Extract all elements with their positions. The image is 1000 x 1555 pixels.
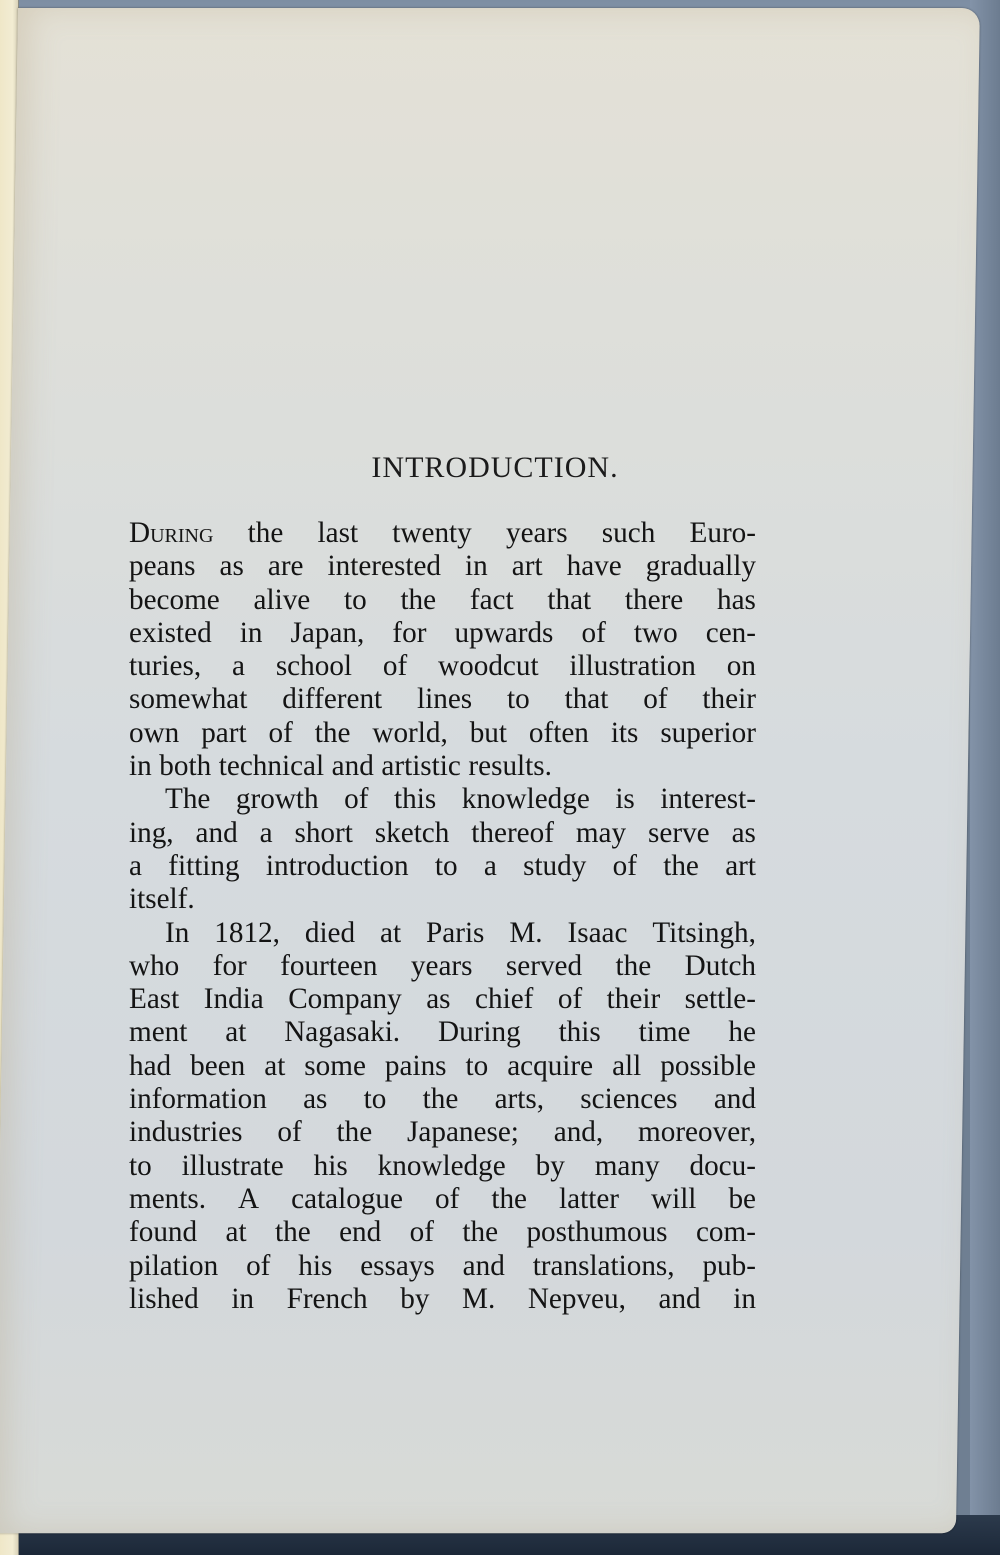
word: fourteen [280, 949, 378, 982]
word: and [195, 816, 238, 849]
word: many [594, 1149, 660, 1182]
text-line [129, 1083, 756, 1116]
text-line [129, 1016, 756, 1049]
word: of [409, 1216, 434, 1249]
word: Company [288, 983, 402, 1016]
word: is [615, 783, 635, 816]
text-line [129, 883, 756, 916]
word: own [129, 716, 180, 749]
word: fitting [168, 849, 240, 882]
word: this [394, 783, 437, 816]
word: industries [129, 1116, 243, 1149]
word: the [422, 1083, 459, 1116]
word: posthumous [526, 1216, 668, 1249]
word: for [392, 616, 427, 649]
word: M. [509, 916, 543, 949]
word: at [225, 1016, 247, 1049]
word: Dutch [684, 949, 756, 982]
word: years [410, 949, 473, 982]
word: upwards [454, 616, 554, 649]
word: art [511, 550, 543, 583]
word: itself. [129, 883, 195, 916]
word: latter [559, 1182, 619, 1215]
word: illustration [569, 650, 696, 683]
word: different [282, 683, 383, 716]
word: interest- [660, 783, 756, 816]
word: In [165, 916, 190, 949]
text-line [129, 850, 756, 883]
word: art [725, 849, 756, 882]
text-line [129, 517, 756, 550]
word: to [465, 1049, 489, 1082]
text-line [129, 683, 756, 716]
word: of [382, 650, 408, 683]
word: this [558, 1016, 601, 1049]
word: by [535, 1149, 565, 1182]
word: and, [553, 1116, 604, 1149]
word: time [638, 1016, 691, 1049]
word: there [624, 583, 684, 616]
word: two [633, 616, 678, 649]
chapter-heading [0, 451, 1000, 485]
word: their [606, 983, 661, 1016]
word: pilation [129, 1249, 219, 1282]
text-line [129, 650, 756, 683]
chapter-heading-text: INTRODUCTION. [371, 451, 619, 484]
word: to [344, 583, 367, 616]
word: as [426, 983, 451, 1016]
word: in [733, 1282, 756, 1315]
word: woodcut [438, 650, 539, 683]
word: for [212, 949, 247, 982]
word: chief [475, 983, 534, 1016]
word: end [339, 1216, 382, 1249]
word: to [434, 849, 458, 882]
word: lines [417, 683, 473, 716]
word: possible [660, 1049, 756, 1082]
word: as [219, 550, 244, 583]
word: com- [695, 1216, 756, 1249]
word: essays [360, 1249, 435, 1282]
word: school [275, 650, 353, 683]
word: died [304, 916, 356, 949]
word: cen- [705, 616, 756, 649]
word: years [505, 517, 568, 549]
text-line [129, 550, 756, 583]
word: During [437, 1016, 521, 1049]
word: ment [129, 1016, 188, 1049]
word: will [651, 1182, 697, 1215]
word: a [259, 816, 273, 849]
text-line [129, 1050, 756, 1083]
body-text [129, 517, 756, 1316]
word: of [246, 1249, 271, 1282]
word: docu- [689, 1149, 756, 1182]
word: Nagasaki. [284, 1016, 401, 1049]
word: a [232, 650, 245, 683]
word: 1812, [214, 916, 280, 949]
word: catalogue [291, 1182, 403, 1215]
word: introduction [265, 849, 409, 882]
word: the [663, 849, 699, 882]
text-line [129, 584, 756, 617]
word: technical [218, 750, 325, 783]
word: study [523, 849, 587, 882]
word: its [610, 716, 639, 749]
word: Paris [426, 916, 485, 949]
word: found [129, 1216, 198, 1249]
word: Japan, [290, 616, 365, 649]
word: turies, [129, 650, 202, 683]
text-line [129, 817, 756, 850]
text-line [129, 617, 756, 650]
word: a [129, 849, 142, 882]
word: often [528, 716, 589, 749]
word: of [612, 849, 637, 882]
word: but [469, 716, 507, 749]
word: and [713, 1083, 756, 1116]
word: he [728, 1016, 756, 1049]
word: of [435, 1182, 460, 1215]
word: part [201, 716, 247, 749]
word: all [612, 1049, 642, 1082]
word: of [277, 1116, 302, 1149]
word: the [491, 1182, 528, 1215]
text-line [129, 1250, 756, 1283]
word: Japanese; [407, 1116, 519, 1149]
text-line [129, 717, 756, 750]
word: M. [462, 1282, 496, 1315]
word: of [268, 716, 293, 749]
word: in [231, 1282, 255, 1315]
word: to [507, 683, 530, 716]
word: and [658, 1282, 701, 1315]
word: been [190, 1049, 246, 1082]
text-line [129, 917, 756, 950]
word: a [483, 849, 497, 882]
text-line [129, 750, 756, 783]
word: that [564, 683, 609, 716]
word: short [294, 816, 353, 849]
word: peans [129, 550, 196, 583]
paragraph [129, 917, 756, 1317]
text-line [129, 1116, 756, 1149]
word: may [575, 816, 627, 849]
word: knowledge [377, 1149, 506, 1182]
word: as [731, 816, 756, 849]
word: at [225, 1216, 247, 1249]
paragraph [129, 517, 756, 783]
word: artistic [381, 750, 461, 783]
text-line [129, 983, 756, 1016]
word: served [505, 949, 583, 982]
small-caps-lead-word: During [129, 517, 214, 549]
word: alive [253, 583, 311, 616]
text-line [129, 1283, 756, 1316]
word: his [298, 1249, 333, 1282]
word: the [275, 1216, 311, 1249]
word: at [380, 916, 402, 949]
word: has [717, 583, 756, 616]
word: such [601, 517, 656, 549]
word: at [264, 1049, 286, 1082]
word: the [462, 1216, 499, 1249]
word: results. [468, 750, 552, 783]
word: his [313, 1149, 348, 1182]
word: East [129, 983, 180, 1016]
word: growth [235, 783, 319, 816]
word: existed [129, 616, 212, 649]
word: the [314, 716, 351, 749]
word: of [557, 983, 583, 1016]
paragraph [129, 783, 756, 916]
word: world, [372, 716, 448, 749]
word: both [159, 750, 212, 783]
word: on [726, 650, 756, 683]
word: acquire [507, 1049, 594, 1082]
word: pub- [702, 1249, 756, 1282]
word: settle- [684, 983, 756, 1016]
word: sketch [374, 816, 450, 849]
word: ing, [129, 816, 174, 849]
word: in [239, 616, 263, 649]
word: moreover, [638, 1116, 756, 1149]
word: gradually [645, 550, 756, 583]
word: had [129, 1049, 172, 1082]
word: and [462, 1249, 505, 1282]
text-line [129, 783, 756, 816]
text-line [129, 1150, 756, 1183]
word: and [331, 750, 374, 783]
word: French [286, 1282, 368, 1315]
word: somewhat [129, 683, 248, 716]
word: translations, [532, 1249, 675, 1282]
word: become [129, 583, 220, 616]
word: superior [660, 716, 756, 749]
word: twenty [392, 517, 472, 549]
word: the [400, 583, 437, 616]
text-line [129, 950, 756, 983]
word: have [566, 550, 622, 583]
text-line [129, 1216, 756, 1249]
word: India [203, 983, 264, 1016]
word: ments. [129, 1182, 207, 1215]
word: arts, [494, 1083, 545, 1116]
word: fact [469, 583, 514, 616]
word: the [336, 1116, 373, 1149]
word: that [547, 583, 592, 616]
word: information [129, 1083, 267, 1116]
word: in [465, 550, 488, 583]
word: thereof [471, 816, 554, 849]
word: serve [648, 816, 710, 849]
word: last [317, 517, 359, 549]
word: of [344, 783, 369, 816]
word: their [702, 683, 756, 716]
word: knowledge [461, 783, 590, 816]
word: lished [129, 1282, 199, 1315]
word: are [267, 550, 304, 583]
word: of [643, 683, 668, 716]
word: A [238, 1182, 260, 1215]
word: of [581, 616, 606, 649]
word: the [247, 517, 284, 549]
text-line [129, 1183, 756, 1216]
word: sciences [580, 1083, 678, 1116]
word: Nepveu, [527, 1282, 626, 1315]
word: be [728, 1182, 756, 1215]
word: who [129, 949, 180, 982]
word: to [129, 1149, 152, 1182]
word: interested [327, 550, 441, 583]
word: the [615, 949, 652, 982]
word: to [363, 1083, 387, 1116]
word: illustrate [181, 1149, 284, 1182]
word: The [165, 783, 211, 816]
word: by [400, 1282, 430, 1315]
word: some [304, 1049, 366, 1082]
word: as [303, 1083, 328, 1116]
word: Titsingh, [652, 916, 756, 949]
word: pains [384, 1049, 447, 1082]
word: Euro- [689, 517, 756, 549]
word: in [129, 750, 152, 783]
word: Isaac [567, 916, 628, 949]
